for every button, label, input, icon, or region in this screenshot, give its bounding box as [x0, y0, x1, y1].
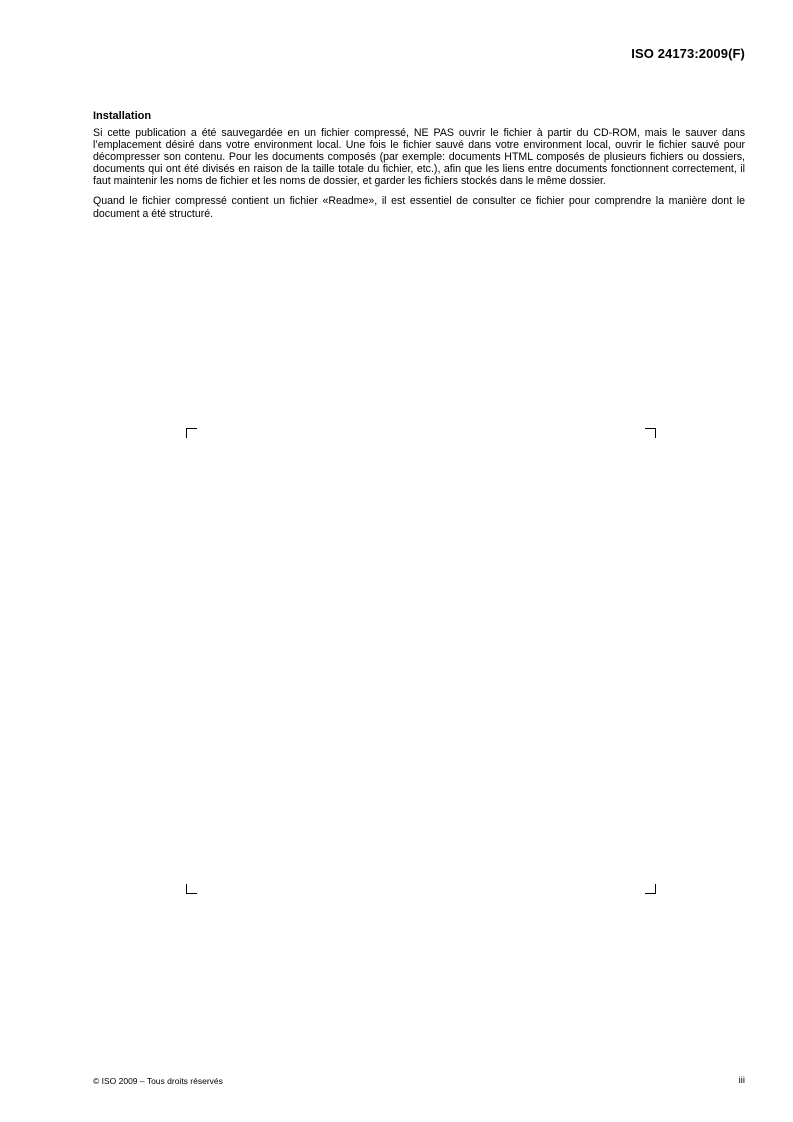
paragraph-installation-instructions: Si cette publication a été sauvegardée en un fichier compressé, NE PAS ouvrir le fichier à partir du CD-ROM, mais le sauver dans l’emplacement désiré dans votre environment local. Une fois le fichier sauvé dans votre environment local, ouvrir le fichier sauvé pour décompresser son contenu. Pour les documents composés (par exemple: documents HTML composés de plusieurs fichiers ou dossiers, documents qui ont été divisés en raison de la taille totale du fichier, etc.), afin que les liens entre documents fonctionnent correctement, il faut maintenir les noms de fichier et les noms de dossier, et garder les fichiers stockés dans le même dossier. — [93, 127, 745, 188]
crop-mark-top-right — [645, 428, 656, 438]
crop-mark-bottom-right — [645, 884, 656, 894]
crop-mark-top-left — [186, 428, 197, 438]
footer-copyright: © ISO 2009 – Tous droits réservés — [93, 1076, 223, 1086]
crop-mark-bottom-left — [186, 884, 197, 894]
page-number: iii — [738, 1075, 745, 1086]
section-heading: Installation — [93, 110, 152, 122]
document-id: ISO 24173:2009(F) — [631, 46, 745, 61]
paragraph-readme-note: Quand le fichier compressé contient un fichier «Readme», il est essentiel de consulter ce fichier pour comprendre la manière dont le document a été structuré. — [93, 195, 745, 220]
installation-section — [93, 109, 745, 228]
